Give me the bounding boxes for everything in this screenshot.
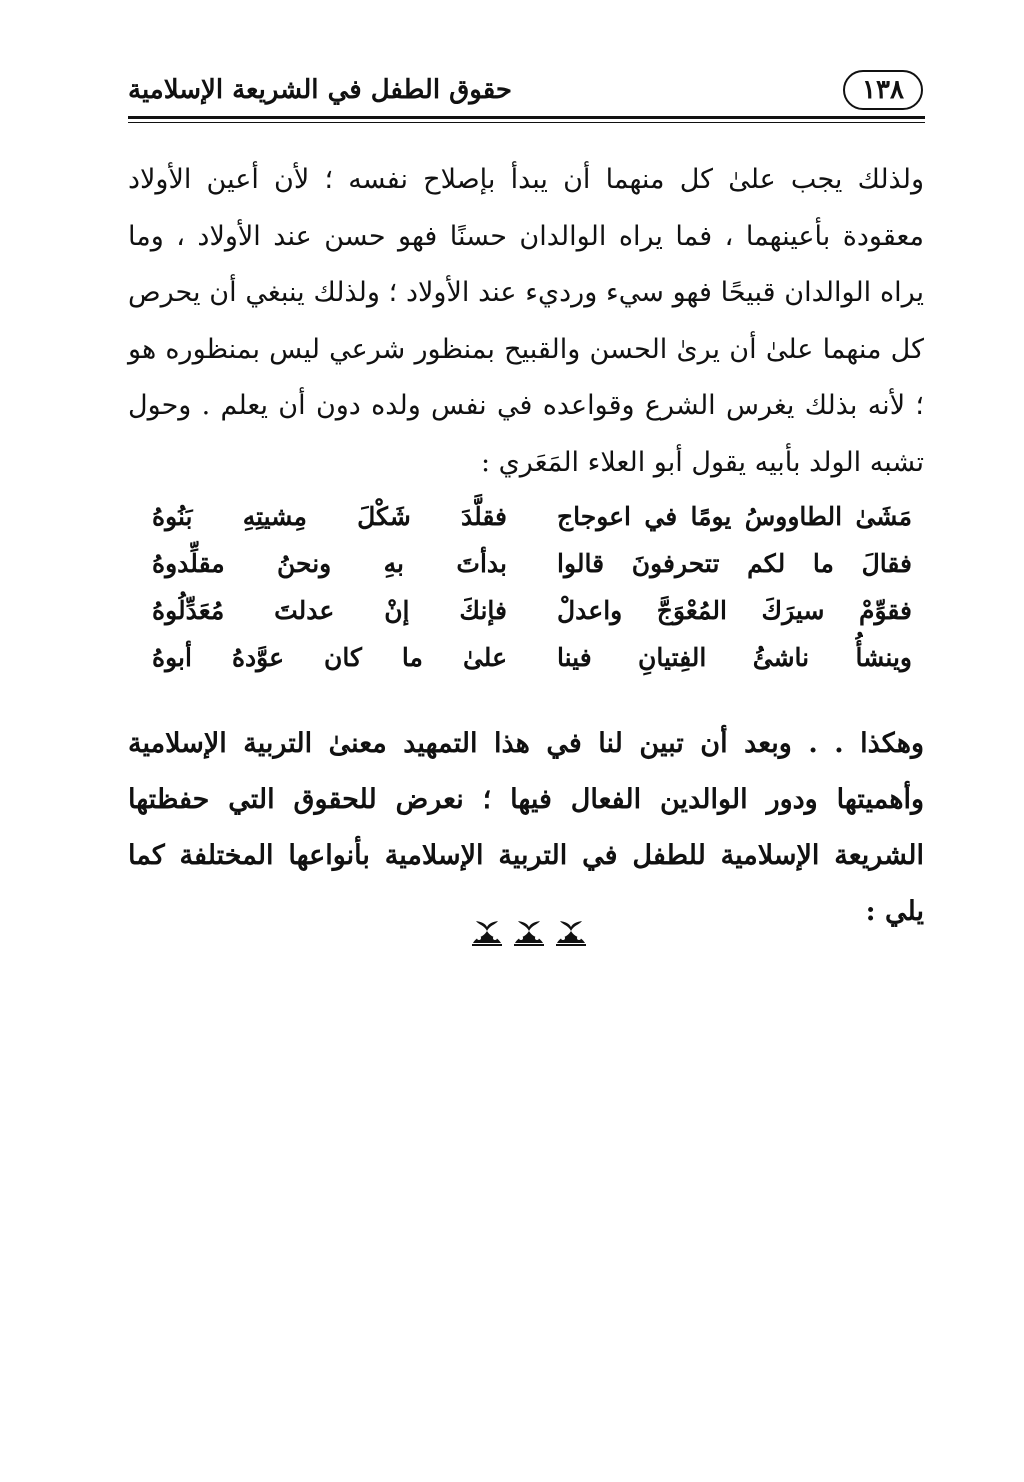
- floral-ornament-icon: [470, 917, 504, 947]
- verse-first-hemistich: مَشَىٰ الطاووسُ يومًا في اعوجاج: [557, 502, 912, 531]
- poem-verse: [152, 587, 912, 634]
- verse-second-hemistich: فقلَّدَ شَكْلَ مِشيتِهِ بَنُوهُ: [152, 502, 507, 531]
- section-end-ornament: [470, 914, 588, 950]
- conclusion-paragraph: وهكذا . . وبعد أن تبين لنا في هذا التمهيد معنىٰ التربية الإسلامية وأهميتها ودور الوالدين الفعال فيها ؛ نعرض للحقوق التي حفظتها الشريعة الإسلامية للطفل في التربية الإسلامية بأنواعها المختلفة كما يلي :: [128, 728, 924, 927]
- page-number: ١٣٨: [862, 75, 904, 105]
- floral-ornament-icon: [554, 917, 588, 947]
- header-rule-thin: [128, 122, 925, 123]
- body-paragraph: ولذلك يجب علىٰ كل منهما أن يبدأ بإصلاح نفسه ؛ لأن أعين الأولاد معقودة بأعينهما ، فما يراه الوالدان حسنًا فهو حسن عند الأولاد ، وما يراه الوالدان قبيحًا فهو سيء ورديء عند الأولاد ؛ ولذلك ينبغي أن يحرص كل منهما علىٰ أن يرىٰ الحسن والقبيح بمنظور شرعي ليس بمنظوره هو ؛ لأنه بذلك يغرس الشرع وقواعده في نفس ولده دون أن يعلم . وحول تشبه الولد بأبيه يقول أبو العلاء المَعَري :: [128, 164, 924, 478]
- verse-first-hemistich: فقوِّمْ سيرَكَ المُعْوَجَّ واعدلْ: [557, 596, 912, 625]
- verse-first-hemistich: وينشأُ ناشئُ الفِتيانِ فينا: [557, 643, 912, 672]
- verse-second-hemistich: فإنكَ إنْ عدلتَ مُعَدِّلُوهُ: [152, 596, 507, 625]
- poem-verse: [152, 634, 912, 681]
- poem-verse: [152, 540, 912, 587]
- poem: [152, 493, 912, 681]
- poem-verse: [152, 493, 912, 540]
- header-rule-thick: [128, 116, 925, 119]
- verse-first-hemistich: فقالَ ما لكم تتحرفونَ قالوا: [557, 549, 912, 578]
- page-number-badge: [843, 70, 923, 110]
- running-title: حقوق الطفل في الشريعة الإسلامية: [128, 75, 512, 105]
- verse-second-hemistich: بدأتَ بهِ ونحنُ مقلِّدوهُ: [152, 549, 507, 578]
- verse-second-hemistich: علىٰ ما كان عوَّدهُ أبوهُ: [152, 643, 507, 672]
- floral-ornament-icon: [512, 917, 546, 947]
- page-header: [128, 70, 923, 114]
